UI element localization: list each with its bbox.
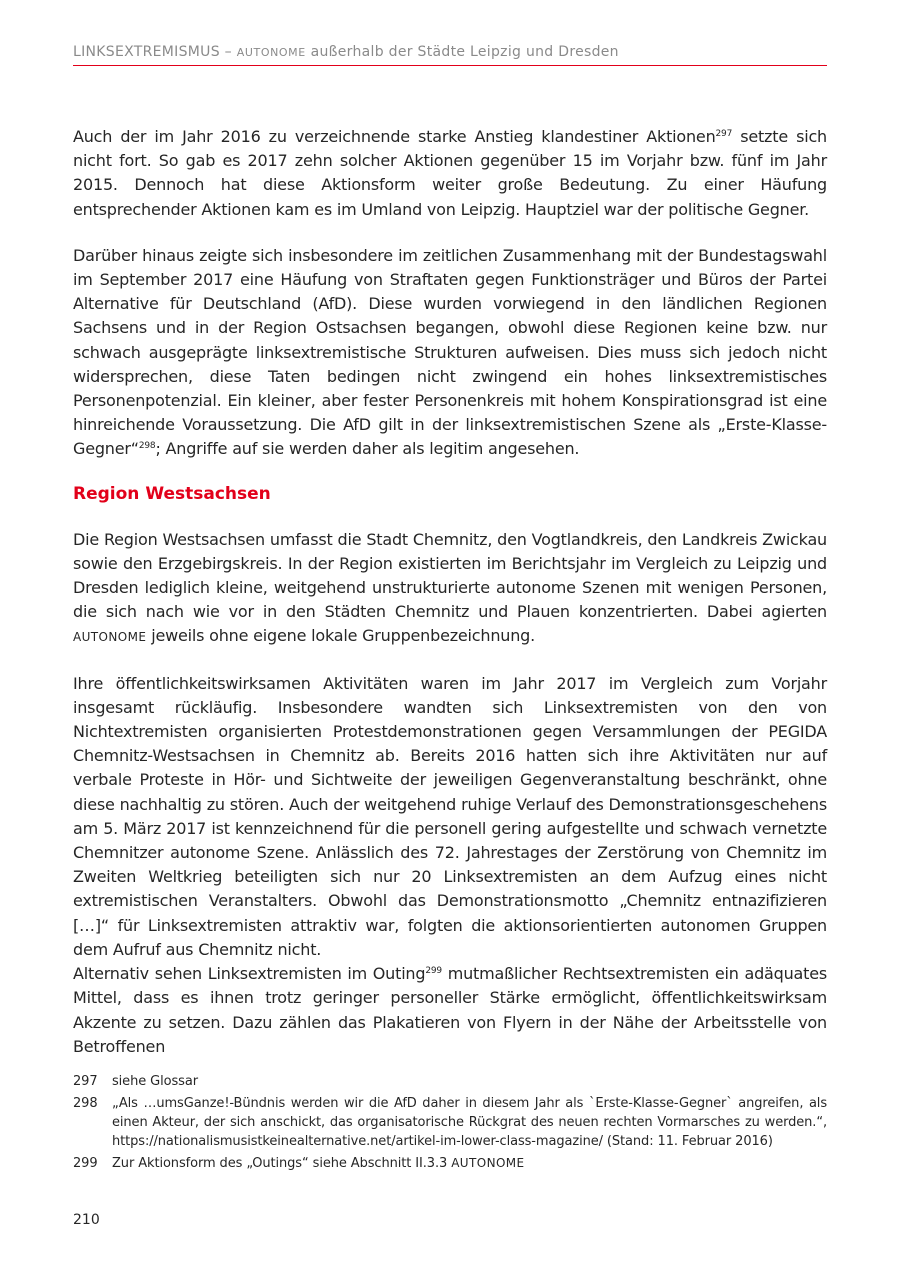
footnote-number: 298: [73, 1096, 98, 1111]
header-separator: –: [219, 44, 237, 60]
paragraph-3: [73, 528, 827, 650]
footnote-number: 299: [73, 1156, 98, 1171]
header-subtitle: außerhalb der Städte Leipzig und Dresden: [305, 44, 619, 60]
running-header: [73, 44, 827, 66]
footnote-text: siehe Glossar: [112, 1074, 198, 1089]
page-number: 210: [73, 1212, 100, 1228]
term-autonome: AUTONOME: [451, 1156, 525, 1170]
paragraph-5: [73, 962, 827, 1059]
paragraph-1: [73, 125, 827, 222]
body-text: [73, 125, 827, 1059]
footnote-text-wrap: [112, 1154, 827, 1173]
footnote-297: [73, 1072, 827, 1091]
text-span: jeweils ohne eigene lokale Gruppenbezeichnung.: [146, 626, 536, 646]
header-section: LINKSEXTREMISMUS: [73, 44, 220, 60]
paragraph-2: [73, 244, 827, 462]
footnote-ref-298[interactable]: 298: [138, 441, 156, 452]
term-autonome: AUTONOME: [73, 630, 147, 645]
text-span: ; Angriffe auf sie werden daher als legitim angesehen.: [155, 439, 580, 459]
text-span: setzte sich nicht fort. So gab es 2017 zehn solcher Aktionen gegenüber 15 im Vorjahr bzw. fünf im Jahr 2015. Dennoch hat diese Aktionsform weiter große Bedeutung. Zu einer Häufung entsprechender Aktionen kam es im Umland von Leipzig. Hauptziel war der politische Gegner.: [73, 127, 827, 219]
section-heading: Region Westsachsen: [73, 483, 271, 504]
paragraph-4: Ihre öffentlichkeitswirksamen Aktivitäten waren im Jahr 2017 im Vergleich zum Vorjahr insgesamt rückläufig. Insbesondere wandten sich Linksextremisten von den von Nichtextremisten organisierten Protestdemonstrationen gegen Versammlungen der PEGIDA Chemnitz-Westsachsen in Chemnitz ab. Bereits 2016 hatten sich ihre Aktivitäten nur auf verbale Proteste in Hör- und Sichtweite der jeweiligen Gegenveranstaltung beschränkt, ohne diese nachhaltig zu stören. Auch der weitgehend ruhige Verlauf des Demonstrationsgeschehens am 5. März 2017 ist kennzeichnend für die personell gering aufgestellte und schwach vernetzte Chemnitzer autonome Szene. Anlässlich des 72. Jahrestages der Zerstörung von Chemnitz im Zweiten Weltkrieg beteiligten sich nur 20 Linksextremisten an dem Aufzug eines nicht extremistischen Veranstalters. Obwohl das Demonstrationsmotto „Chemnitz entnazifizieren […]“ für Linksextremisten attraktiv war, folgten die aktionsorientierten autonomen Gruppen dem Aufruf aus Chemnitz nicht.: [73, 673, 827, 959]
footnote-text: Zur Aktionsform des „Outings“ siehe Abschnitt II.3.3: [112, 1156, 452, 1171]
text-span: Alternativ sehen Linksextremisten im Outing: [73, 964, 426, 984]
text-span: Darüber hinaus zeigte sich insbesondere im zeitlichen Zusammenhang mit der Bundestagswahl im September 2017 eine Häufung von Straftaten gegen Funktionsträger und Büros der Partei Alternative für Deutschland (AfD). Diese wurden vorwiegend in den ländlichen Regionen Sachsens und in der Region Ostsachsen begangen, obwohl diese Regionen keine bzw. nur schwach ausgeprägte linksextremistische Strukturen aufweisen. Dies muss sich jedoch nicht widersprechen, diese Taten bedingen nicht zwingend ein hohes linksextremistisches Personenpotenzial. Ein kleiner, aber fester Personenkreis mit hohem Konspirationsgrad ist eine hinreichende Voraussetzung. Die AfD gilt in der linksextremistischen Szene als „Erste-Klasse-Gegner“: [73, 245, 827, 459]
footnote-ref-299[interactable]: 299: [425, 966, 442, 977]
header-term: AUTONOME: [236, 46, 306, 59]
text-span: Auch der im Jahr 2016 zu verzeichnende starke Anstieg klandestiner Aktionen: [73, 127, 716, 146]
footnote-298: [73, 1094, 827, 1151]
footnotes: [73, 1072, 827, 1176]
footnote-299: [73, 1154, 827, 1173]
footnote-ref-297[interactable]: 297: [715, 129, 733, 139]
footnote-number: 297: [73, 1074, 98, 1089]
text-span: mutmaßlicher Rechtsextremisten ein adäquates Mittel, dass es ihnen trotz geringer personeller Stärke ermöglicht, öffentlichkeitswirksam Akzente zu setzen. Dazu zählen das Plakatieren von Flyern in der Nähe der Arbeitsstelle von Betroffenen: [73, 964, 828, 1056]
text-span: Die Region Westsachsen umfasst die Stadt Chemnitz, den Vogtlandkreis, den Landkreis Zwickau sowie den Erzgebirgskreis. In der Region existierten im Berichtsjahr im Vergleich zu Leipzig und Dresden lediglich kleine, weitgehend unstrukturierte autonome Szenen mit wenigen Personen, die sich nach wie vor in den Städten Chemnitz und Plauen konzentrierten. Dabei agierten: [73, 529, 827, 622]
footnote-text: „Als …umsGanze!-Bündnis werden wir die AfD daher in diesem Jahr als `Erste-Klasse-Gegner` angreifen, als einen Akteur, der sich anschickt, das organisatorische Rückgrat des neuen rechten Vormarsches zu werden.“, https://nationalismusistkeinealternative.net/artikel-im-lower-class-magazine/ (Stand: 11. Februar 2016): [112, 1096, 827, 1149]
